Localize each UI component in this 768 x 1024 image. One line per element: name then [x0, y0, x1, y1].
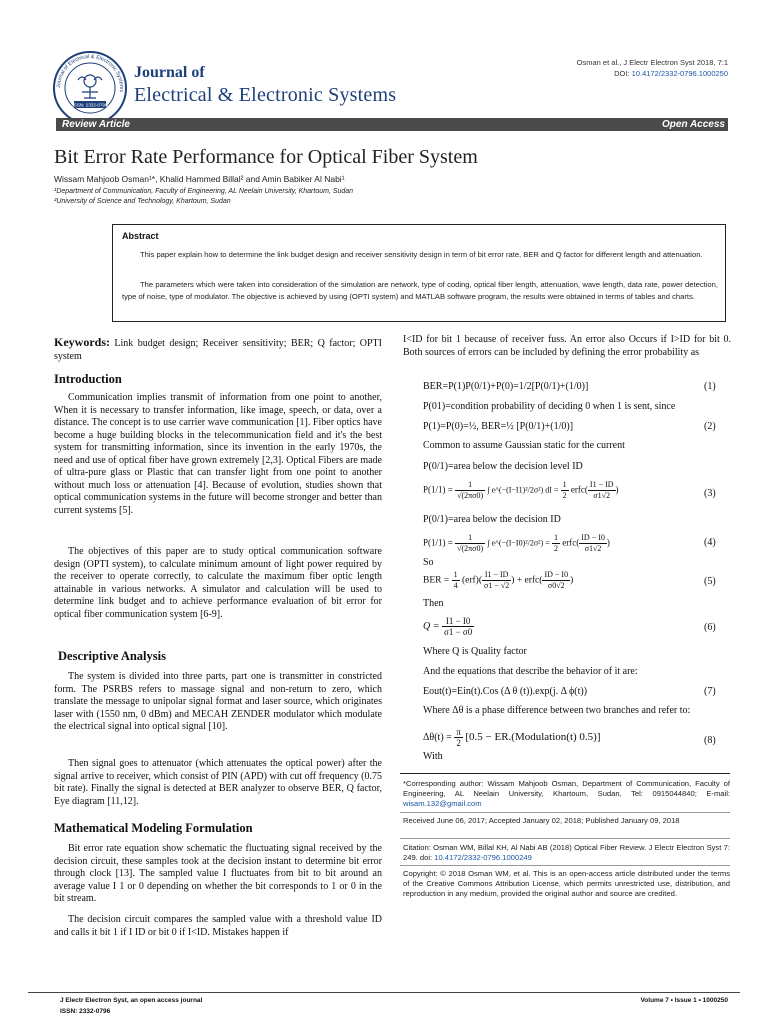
descriptive-analysis-heading: Descriptive Analysis: [58, 649, 166, 663]
equation-4-frac-numerator: 1: [455, 533, 485, 544]
equation-3-half-numerator: 1: [562, 480, 567, 489]
equation-3-frac-numerator: 1: [455, 480, 485, 491]
equation-5-a-numerator: I1 − ID: [482, 570, 511, 581]
right-paragraph-7: And the equations that describe the behavior of it are:: [423, 666, 638, 677]
introduction-paragraph-2: The objectives of this paper are to study optical communication software design (OPTI system), to calculate minimum amount of light power required by the receiver to operate correctly, to calculate the maximum fiber optic length attainable in various networks. A simulator and calculation will be used to determine link budget and to achieve performance evaluation of bit error for optical fiber communication system [6-9].: [54, 546, 382, 620]
doi-link[interactable]: 10.4172/2332-0796.1000250: [631, 69, 728, 78]
introduction-paragraph-1: Communication implies transmit of information from one point to another, When it is necessary to transfer information, like image, speech, or data, over a distance. The concept is to use carrier wave communication [1]. Fiber optics have become a huge building blocks in the telecommunication field and it's the best system for transmitting information, since its invention in the early 1970s, the need and use of optical fiber have grown extremely [2,3]. Optical Fibers are made of ultra-pure glass or Plastic that can transfer light from one point to another without much loss or attenuation [4]. Because of evolution, studies shown that optical communication systems in the future will become stronger and better than current systems [5].: [54, 392, 382, 516]
descriptive-paragraph-2: Then signal goes to attenuator (which attenuates the optical power) after the signal arrive to receiver, which consist of PIN (APD) with cut off frequency (0.75 bit rate). Finally the signal is detected at BER analyzer to observe BER, Q factor, Eye diagram [11,12].: [54, 758, 382, 807]
introduction-heading: Introduction: [54, 372, 122, 386]
equation-8-numerator: π: [456, 727, 461, 737]
footnote-rule: [400, 773, 730, 774]
math-modeling-heading: Mathematical Modeling Formulation: [54, 821, 253, 835]
then-label: Then: [423, 598, 444, 609]
keywords-label: Keywords:: [54, 335, 110, 349]
right-paragraph-8: Where Δθ is a phase difference between two branches and refer to:: [423, 705, 691, 716]
footer-journal: J Electr Electron Syst, an open access journal: [60, 997, 203, 1004]
equation-8-number: (8): [704, 735, 716, 746]
corresponding-author-text: *Corresponding author: Wissam Mahjoob Osman, Department of Communication, Faculty of Engineering, AL Neelain University, Khartoum, Sudan, Tel: 0915044840; E-mail:: [403, 779, 730, 798]
equation-4: P(1/1) = $\frac{1}{√(2\pi\sigma 0)}$ ∫ e^(−(I−I0)²/2σ²) = $\frac{1}{2}$ erfc( $\frac{ID - I0}{\sigma 1√2}$ ): [423, 533, 610, 553]
equation-6: [423, 616, 474, 637]
journal-name: Electrical & Electronic Systems: [134, 84, 397, 106]
equation-4-number: (4): [704, 537, 716, 548]
equation-8-lhs: Δθ(t) =: [423, 731, 452, 743]
abstract-heading: Abstract: [122, 231, 159, 241]
abstract-box: [112, 224, 726, 322]
equation-3: P(1/1) = $\frac{1}{√(2\pi\sigma 0)}$ ∫ e^(−(I−I1)²/2σ²) dI = $\frac{1}{2}$ erfc( $\frac{I1 - ID}{\sigma 1√2}$ ): [423, 480, 619, 500]
affiliation-1: ¹Department of Communication, Faculty of Engineering, AL Neelain University, Khartoum, Sudan: [54, 188, 354, 195]
equation-1-number: (1): [704, 381, 716, 392]
affiliation-2: ²University of Science and Technology, Khartoum, Sudan: [54, 198, 231, 205]
copyright-notice: Copyright: © 2018 Osman WM, et al. This is an open-access article distributed under the terms of the Creative Commons Attribution License, which permits unrestricted use, distribution, and reproduction in any medium, provided the original author and source are credited.: [403, 869, 730, 898]
svg-text:ISSN: 2332-0796: ISSN: 2332-0796: [72, 102, 108, 108]
equation-3-number: (3): [704, 488, 716, 499]
equation-8: [423, 727, 601, 748]
equation-4-half-denominator: 2: [554, 544, 559, 553]
math-paragraph-1: Bit error rate equation show schematic the fluctuating signal received by the decision circuit, these samples took at the decision instant to determine bit error through clock [13]. The sampled value I fluctuates from bit to bit around an average value I 1 or 0 depending on whether the bit corresponds to 1 or 0 in the bit stream.: [54, 843, 382, 904]
equation-6-lhs: Q =: [423, 620, 440, 632]
right-paragraph-6: Where Q is Quality factor: [423, 646, 527, 657]
footer-volume: Volume 7 • Issue 1 • 1000250: [640, 997, 728, 1004]
equation-7-number: (7): [704, 686, 716, 697]
with-label: With: [423, 751, 443, 762]
equation-5-a-denominator: σ1 − √2: [484, 581, 510, 590]
equation-8-denominator: 2: [456, 738, 461, 748]
equation-1: BER=P(1)P(0/1)+P(0)=1/2[P(0/1)+(1/0)]: [423, 381, 589, 392]
equation-5-lhs: BER =: [423, 575, 450, 586]
equation-5-erfc: + erfc: [516, 575, 540, 586]
doi-line: [614, 69, 728, 78]
equation-5-quarter-numerator: 1: [453, 570, 458, 579]
open-access-label: Open Access: [662, 119, 725, 130]
abstract-paragraph-2: The parameters which were taken into consideration of the simulation are network, type of coding, optical fiber length, attenuation, wave length, data rate, power detection, type of noise, type of modulator. The objective is achieved by using (OPTI system) and MATLAB software program, the results were obtained in terms of tables and charts.: [122, 280, 718, 301]
footer-rule: [28, 992, 740, 993]
equation-5-b-numerator: ID − I0: [544, 570, 569, 579]
equation-2: P(1)=P(0)=½, BER=½ [P(0/1)+(1/0)]: [423, 421, 574, 432]
equation-5-erf: (erf): [461, 575, 479, 586]
keywords-text: Link budget design; Receiver sensitivity; BER; Q factor; OPTI system: [54, 338, 382, 362]
equation-4-arg-numerator: ID − I0: [581, 533, 605, 542]
equation-3-frac-denominator: √(2πσ0): [457, 491, 484, 500]
equation-3-integral: ∫ e^(−(I−I1)²/2σ²) dI =: [487, 485, 559, 495]
equation-6-denominator: σ1 − σ0: [443, 627, 473, 637]
article-title: Bit Error Rate Performance for Optical Fiber System: [54, 146, 478, 168]
equation-8-rhs: [0.5 − ER.(Modulation(t) 0.5)]: [465, 730, 601, 743]
journal-label: Journal of: [134, 64, 205, 81]
equation-5-b-denominator: σ0√2: [547, 581, 565, 590]
right-paragraph-2: P(01)=condition probability of deciding 0 when 1 is sent, since: [423, 401, 676, 412]
right-paragraph-4: P(0/1)=area below the decision level ID: [423, 461, 583, 472]
article-type-bar: [56, 118, 728, 131]
equation-7: Eout(t)=Ein(t).Cos (Δ θ (t)).exp(j. Δ ϕ(t)): [423, 686, 588, 697]
footnote-divider: [400, 865, 730, 866]
equation-4-frac-denominator: √(2πσ0): [457, 544, 484, 553]
svg-text:Journal of Electrical & Electr: Journal of Electrical & Electronic Systems: [55, 53, 125, 93]
equation-3-arg-denominator: σ1√2: [593, 491, 611, 500]
equation-4-arg-denominator: σ1√2: [584, 544, 602, 553]
equation-5: BER = $\frac{1}{4}$ (erf)( $\frac{I1 - ID}{\sigma 1 - √2}$ ) + erfc( $\frac{ID - I0}{\sigma 0√2}$ ): [423, 570, 574, 590]
citation-doi-link[interactable]: 10.4172/2332-0796.1000249: [434, 853, 532, 862]
math-paragraph-2: The decision circuit compares the sampled value with a threshold value ID and calls it bit 1 if I ID or bit 0 if I<ID. Mistakes happen if: [54, 914, 382, 938]
equation-3-arg-numerator: I1 − ID: [589, 480, 614, 489]
equation-6-numerator: I1 − I0: [442, 616, 474, 627]
equation-3-erfc: erfc: [570, 484, 585, 495]
footer-issn: ISSN: 2332-0796: [60, 1008, 111, 1015]
abstract-paragraph-1: This paper explain how to determine the link budget design and receiver sensitivity design in term of bit error rate, BER and Q factor for different length and attenuation.: [140, 250, 703, 259]
equation-5-quarter-denominator: 4: [453, 581, 458, 590]
equation-4-lhs: P(1/1) =: [423, 537, 453, 548]
equation-6-number: (6): [704, 622, 716, 633]
so-label: So: [423, 557, 434, 568]
equation-3-lhs: P(1/1) =: [423, 484, 453, 495]
equation-2-number: (2): [704, 421, 716, 432]
equation-5-number: (5): [704, 576, 716, 587]
right-paragraph-5: P(0/1)=area below the decision ID: [423, 514, 561, 525]
descriptive-paragraph-1: The system is divided into three parts, part one is transmitter in constricted form. The PSRBS refers to massage signal and non-return to zero, which translate the message to unipolar signal format and laser source, which originates laser with (1550 nm, 0 dBm) and MECAH ZENDER modulator which modulate the electrical signal into optical signal [10].: [54, 671, 382, 732]
received-dates: Received June 06, 2017; Accepted January 02, 2018; Published January 09, 2018: [403, 816, 680, 825]
citation-short: Osman et al., J Electr Electron Syst 2018, 7:1: [576, 58, 728, 67]
footnote-divider: [400, 838, 730, 839]
journal-logo: [52, 50, 128, 126]
corresponding-author: [403, 779, 730, 809]
equation-4-erfc: erfc: [562, 537, 577, 548]
equation-3-half-denominator: 2: [562, 491, 567, 500]
equation-4-integral: ∫ e^(−(I−I0)²/2σ²) =: [487, 538, 550, 548]
author-list: Wissam Mahjoob Osman¹*, Khalid Hammed Billal² and Amin Babiker Al Nabi¹: [54, 174, 345, 184]
author-email-link[interactable]: wisam.132@gmail.com: [403, 799, 482, 808]
doi-label: DOI:: [614, 69, 630, 78]
footnote-divider: [400, 812, 730, 813]
article-type-label: Review Article: [62, 119, 130, 130]
citation-footnote: [403, 843, 730, 863]
right-paragraph-1: I<ID for bit 1 because of receiver fuss. An error also Occurs if I>ID for bit 0. Both sources of errors can be included by defining the error probability as: [403, 334, 731, 358]
keywords: [54, 336, 382, 363]
equation-4-half-numerator: 1: [554, 533, 559, 542]
right-paragraph-3: Common to assume Gaussian static for the current: [423, 440, 625, 451]
citation-text: Citation: Osman WM, Billal KH, Al Nabi AB (2018) Optical Fiber Review. J Electr Electron Syst 7: 249. doi:: [403, 843, 730, 862]
